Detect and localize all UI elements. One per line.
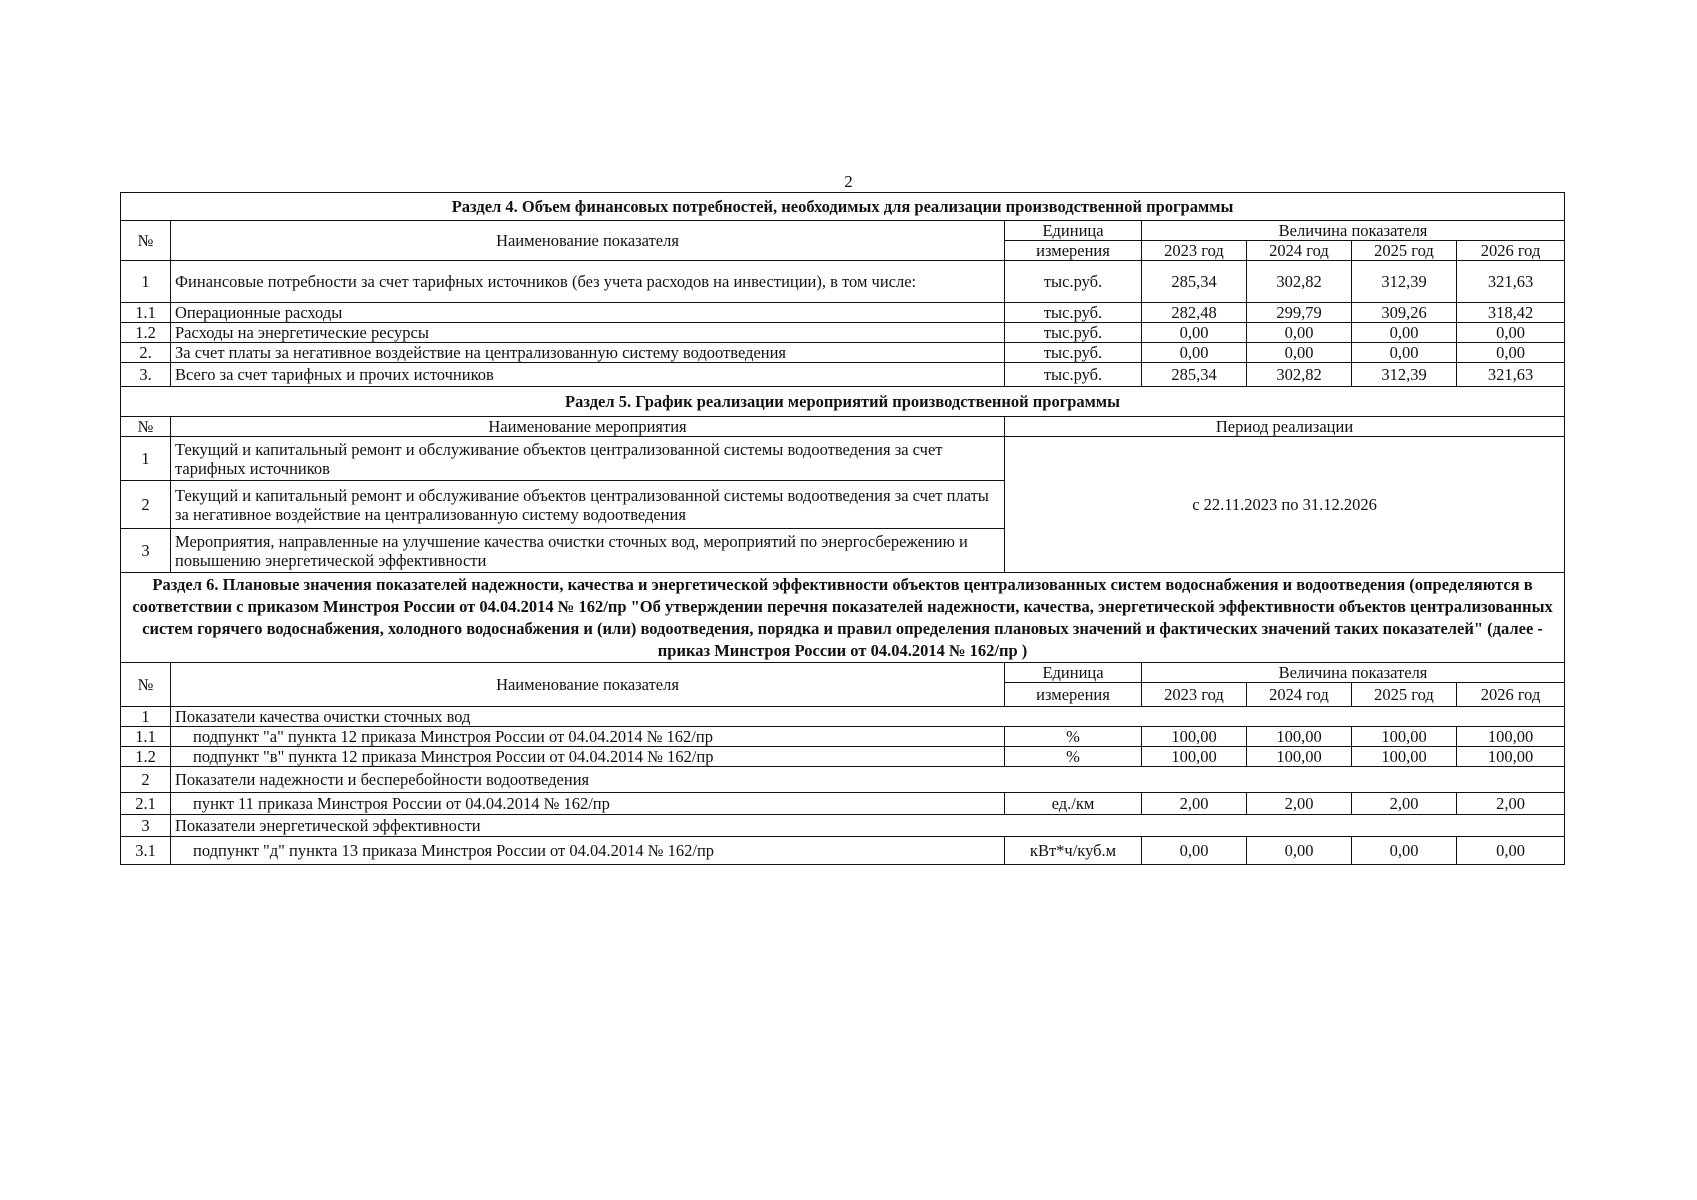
row-unit: тыс.руб. (1005, 303, 1142, 323)
section6-header-year: 2025 год (1352, 683, 1457, 707)
row-unit: тыс.руб. (1005, 363, 1142, 387)
section5-period-value: с 22.11.2023 по 31.12.2026 (1005, 437, 1565, 573)
section5-title-row (121, 387, 1565, 417)
group-name: Показатели качества очистки сточных вод (171, 707, 1565, 727)
row-value: 0,00 (1142, 323, 1247, 343)
row-no: 1.2 (121, 747, 171, 767)
row-no: 3. (121, 363, 171, 387)
table-row (121, 793, 1565, 815)
row-value: 0,00 (1457, 323, 1565, 343)
section6-header-unit-bottom: измерения (1005, 683, 1142, 707)
row-value: 0,00 (1457, 837, 1565, 865)
row-no: 1 (121, 437, 171, 481)
group-no: 1 (121, 707, 171, 727)
section6-header-value: Величина показателя (1142, 663, 1565, 683)
section4-header-year: 2023 год (1142, 241, 1247, 261)
row-value: 312,39 (1352, 261, 1457, 303)
row-unit: % (1005, 747, 1142, 767)
group-row (121, 767, 1565, 793)
row-value: 100,00 (1457, 727, 1565, 747)
row-no: 1.1 (121, 303, 171, 323)
row-value: 2,00 (1352, 793, 1457, 815)
row-unit: ед./км (1005, 793, 1142, 815)
row-name: За счет платы за негативное воздействие на централизованную систему водоотведения (171, 343, 1005, 363)
row-name: Мероприятия, направленные на улучшение качества очистки сточных вод, мероприятий по энергосбережению и повышению энергетической эффективности (171, 529, 1005, 573)
row-name: подпункт "а" пункта 12 приказа Минстроя России от 04.04.2014 № 162/пр (171, 727, 1005, 747)
row-value: 318,42 (1457, 303, 1565, 323)
row-no: 3.1 (121, 837, 171, 865)
section4-header-name: Наименование показателя (171, 221, 1005, 261)
section4-title: Раздел 4. Объем финансовых потребностей, необходимых для реализации производственной программы (121, 193, 1565, 221)
row-value: 282,48 (1142, 303, 1247, 323)
row-value: 0,00 (1142, 837, 1247, 865)
table-row (121, 837, 1565, 865)
section6-header-year: 2023 год (1142, 683, 1247, 707)
section4-header-unit-top: Единица (1005, 221, 1142, 241)
row-value: 0,00 (1352, 343, 1457, 363)
section4-header-unit-bottom: измерения (1005, 241, 1142, 261)
page-number: 2 (844, 172, 853, 191)
table-row (121, 437, 1565, 481)
group-row (121, 707, 1565, 727)
row-no: 1.1 (121, 727, 171, 747)
section4-header-year: 2026 год (1457, 241, 1565, 261)
section6-header-year: 2024 год (1247, 683, 1352, 707)
row-name: пункт 11 приказа Минстроя России от 04.04.2014 № 162/пр (171, 793, 1005, 815)
table-row (121, 747, 1565, 767)
group-row (121, 815, 1565, 837)
row-unit: % (1005, 727, 1142, 747)
row-value: 299,79 (1247, 303, 1352, 323)
row-name: Расходы на энергетические ресурсы (171, 323, 1005, 343)
section4-header-value: Величина показателя (1142, 221, 1565, 241)
row-name: Операционные расходы (171, 303, 1005, 323)
section4-header-no: № (121, 221, 171, 261)
section5-header-row (121, 417, 1565, 437)
group-name: Показатели надежности и бесперебойности водоотведения (171, 767, 1565, 793)
table-row (121, 727, 1565, 747)
row-unit: тыс.руб. (1005, 261, 1142, 303)
row-value: 100,00 (1142, 727, 1247, 747)
row-no: 1 (121, 261, 171, 303)
row-value: 0,00 (1457, 343, 1565, 363)
document-body (120, 192, 1564, 865)
row-value: 321,63 (1457, 363, 1565, 387)
group-name: Показатели энергетической эффективности (171, 815, 1565, 837)
section6-header-year: 2026 год (1457, 683, 1565, 707)
section6-title-row (121, 573, 1565, 663)
row-name: подпункт "в" пункта 12 приказа Минстроя России от 04.04.2014 № 162/пр (171, 747, 1005, 767)
row-no: 3 (121, 529, 171, 573)
section6-header-name: Наименование показателя (171, 663, 1005, 707)
row-value: 0,00 (1352, 837, 1457, 865)
row-name: Финансовые потребности за счет тарифных источников (без учета расходов на инвестиции), в том числе: (171, 261, 1005, 303)
table-row (121, 323, 1565, 343)
row-value: 321,63 (1457, 261, 1565, 303)
row-name: Текущий и капитальный ремонт и обслуживание объектов централизованной системы водоотведения за счет платы за негативное воздействие на централизованную систему водоотведения (171, 481, 1005, 529)
row-value: 100,00 (1247, 727, 1352, 747)
section5-header-period: Период реализации (1005, 417, 1565, 437)
row-value: 100,00 (1142, 747, 1247, 767)
row-value: 309,26 (1352, 303, 1457, 323)
row-value: 0,00 (1247, 837, 1352, 865)
section5-title: Раздел 5. График реализации мероприятий производственной программы (121, 387, 1565, 417)
row-name: Всего за счет тарифных и прочих источников (171, 363, 1005, 387)
row-value: 0,00 (1352, 323, 1457, 343)
row-value: 312,39 (1352, 363, 1457, 387)
row-value: 2,00 (1457, 793, 1565, 815)
section6-title: Раздел 6. Плановые значения показателей надежности, качества и энергетической эффективности объектов централизованных систем водоснабжения и водоотведения (определяются в соответствии с приказом Минстроя России от 04.04.2014 № 162/пр "Об утверждении перечня показателей надежности, качества, энергетической эффективности объектов централизованных систем горячего водоснабжения, холодного водоснабжения и (или) водоотведения, порядка и правил определения плановых значений и фактических значений таких показателей" (далее - приказ Минстроя России от 04.04.2014 № 162/пр ) (121, 573, 1565, 663)
row-value: 285,34 (1142, 363, 1247, 387)
row-value: 100,00 (1352, 727, 1457, 747)
row-value: 302,82 (1247, 261, 1352, 303)
row-unit: кВт*ч/куб.м (1005, 837, 1142, 865)
row-no: 2.1 (121, 793, 171, 815)
group-no: 2 (121, 767, 171, 793)
row-value: 302,82 (1247, 363, 1352, 387)
table-row (121, 343, 1565, 363)
table-row (121, 363, 1565, 387)
section5-header-name: Наименование мероприятия (171, 417, 1005, 437)
section6-header-unit-top: Единица (1005, 663, 1142, 683)
row-value: 100,00 (1457, 747, 1565, 767)
section4-header-row-1 (121, 221, 1565, 241)
row-unit: тыс.руб. (1005, 323, 1142, 343)
row-value: 285,34 (1142, 261, 1247, 303)
row-value: 100,00 (1247, 747, 1352, 767)
section6-header-row-1 (121, 663, 1565, 683)
table-row (121, 261, 1565, 303)
row-value: 2,00 (1247, 793, 1352, 815)
section4-title-row (121, 193, 1565, 221)
row-value: 0,00 (1247, 343, 1352, 363)
row-unit: тыс.руб. (1005, 343, 1142, 363)
section6-header-no: № (121, 663, 171, 707)
row-value: 100,00 (1352, 747, 1457, 767)
row-value: 2,00 (1142, 793, 1247, 815)
section4-header-year: 2025 год (1352, 241, 1457, 261)
row-no: 1.2 (121, 323, 171, 343)
section4-header-year: 2024 год (1247, 241, 1352, 261)
row-name: подпункт "д" пункта 13 приказа Минстроя России от 04.04.2014 № 162/пр (171, 837, 1005, 865)
row-value: 0,00 (1247, 323, 1352, 343)
row-name: Текущий и капитальный ремонт и обслуживание объектов централизованной системы водоотведения за счет тарифных источников (171, 437, 1005, 481)
row-no: 2 (121, 481, 171, 529)
group-no: 3 (121, 815, 171, 837)
table-row (121, 303, 1565, 323)
program-table (120, 192, 1565, 865)
section5-header-no: № (121, 417, 171, 437)
row-no: 2. (121, 343, 171, 363)
row-value: 0,00 (1142, 343, 1247, 363)
